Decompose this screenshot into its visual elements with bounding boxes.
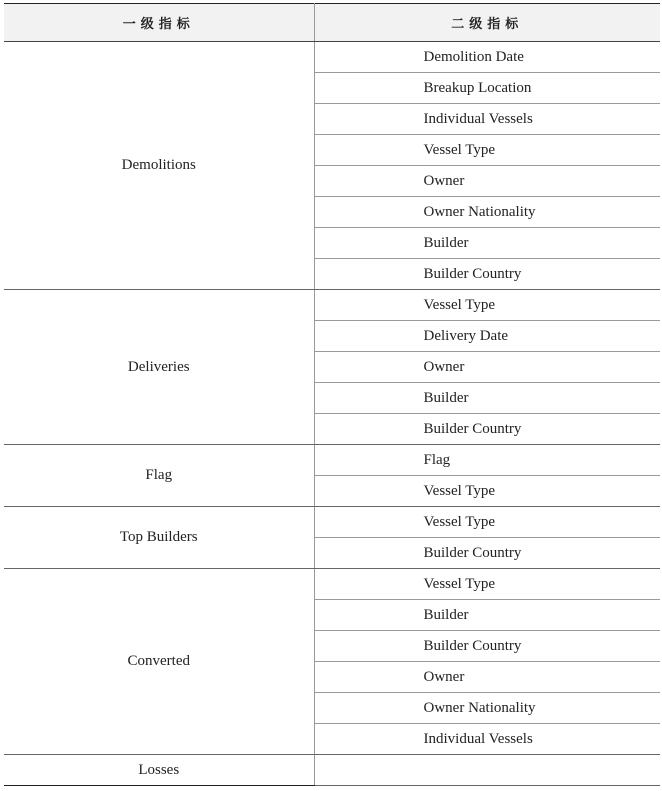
secondary-indicator-cell: Builder bbox=[314, 383, 660, 414]
secondary-indicator-cell: Vessel Type bbox=[314, 290, 660, 321]
primary-indicator-cell: Deliveries bbox=[4, 290, 314, 445]
secondary-indicator-cell: Builder Country bbox=[314, 259, 660, 290]
secondary-indicator-cell: Vessel Type bbox=[314, 476, 660, 507]
table-row bbox=[4, 569, 660, 600]
indicator-table bbox=[4, 3, 660, 786]
secondary-indicator-cell: Individual Vessels bbox=[314, 724, 660, 755]
secondary-indicator-cell: Builder bbox=[314, 228, 660, 259]
secondary-indicator-cell: Owner Nationality bbox=[314, 197, 660, 228]
secondary-indicator-cell bbox=[314, 755, 660, 786]
secondary-indicator-cell: Vessel Type bbox=[314, 507, 660, 538]
secondary-indicator-cell: Vessel Type bbox=[314, 135, 660, 166]
table-row bbox=[4, 42, 660, 73]
secondary-indicator-cell: Flag bbox=[314, 445, 660, 476]
secondary-indicator-cell: Delivery Date bbox=[314, 321, 660, 352]
secondary-indicator-cell: Demolition Date bbox=[314, 42, 660, 73]
table-row bbox=[4, 755, 660, 786]
primary-indicator-cell: Flag bbox=[4, 445, 314, 507]
table-row bbox=[4, 290, 660, 321]
secondary-indicator-cell: Individual Vessels bbox=[314, 104, 660, 135]
table-body bbox=[4, 42, 660, 786]
primary-indicator-cell: Top Builders bbox=[4, 507, 314, 569]
primary-indicator-cell: Converted bbox=[4, 569, 314, 755]
secondary-indicator-cell: Owner Nationality bbox=[314, 693, 660, 724]
primary-indicator-cell: Losses bbox=[4, 755, 314, 786]
secondary-indicator-cell: Builder Country bbox=[314, 631, 660, 662]
secondary-indicator-cell: Builder bbox=[314, 600, 660, 631]
secondary-indicator-cell: Owner bbox=[314, 662, 660, 693]
secondary-indicator-cell: Owner bbox=[314, 352, 660, 383]
secondary-indicator-cell: Vessel Type bbox=[314, 569, 660, 600]
secondary-indicator-cell: Builder Country bbox=[314, 414, 660, 445]
header-primary-indicator: 一级指标 bbox=[4, 4, 314, 42]
table-header-row bbox=[4, 4, 660, 42]
secondary-indicator-cell: Builder Country bbox=[314, 538, 660, 569]
table-row bbox=[4, 507, 660, 538]
table-row bbox=[4, 445, 660, 476]
header-secondary-indicator: 二级指标 bbox=[314, 4, 660, 42]
secondary-indicator-cell: Breakup Location bbox=[314, 73, 660, 104]
primary-indicator-cell: Demolitions bbox=[4, 42, 314, 290]
secondary-indicator-cell: Owner bbox=[314, 166, 660, 197]
